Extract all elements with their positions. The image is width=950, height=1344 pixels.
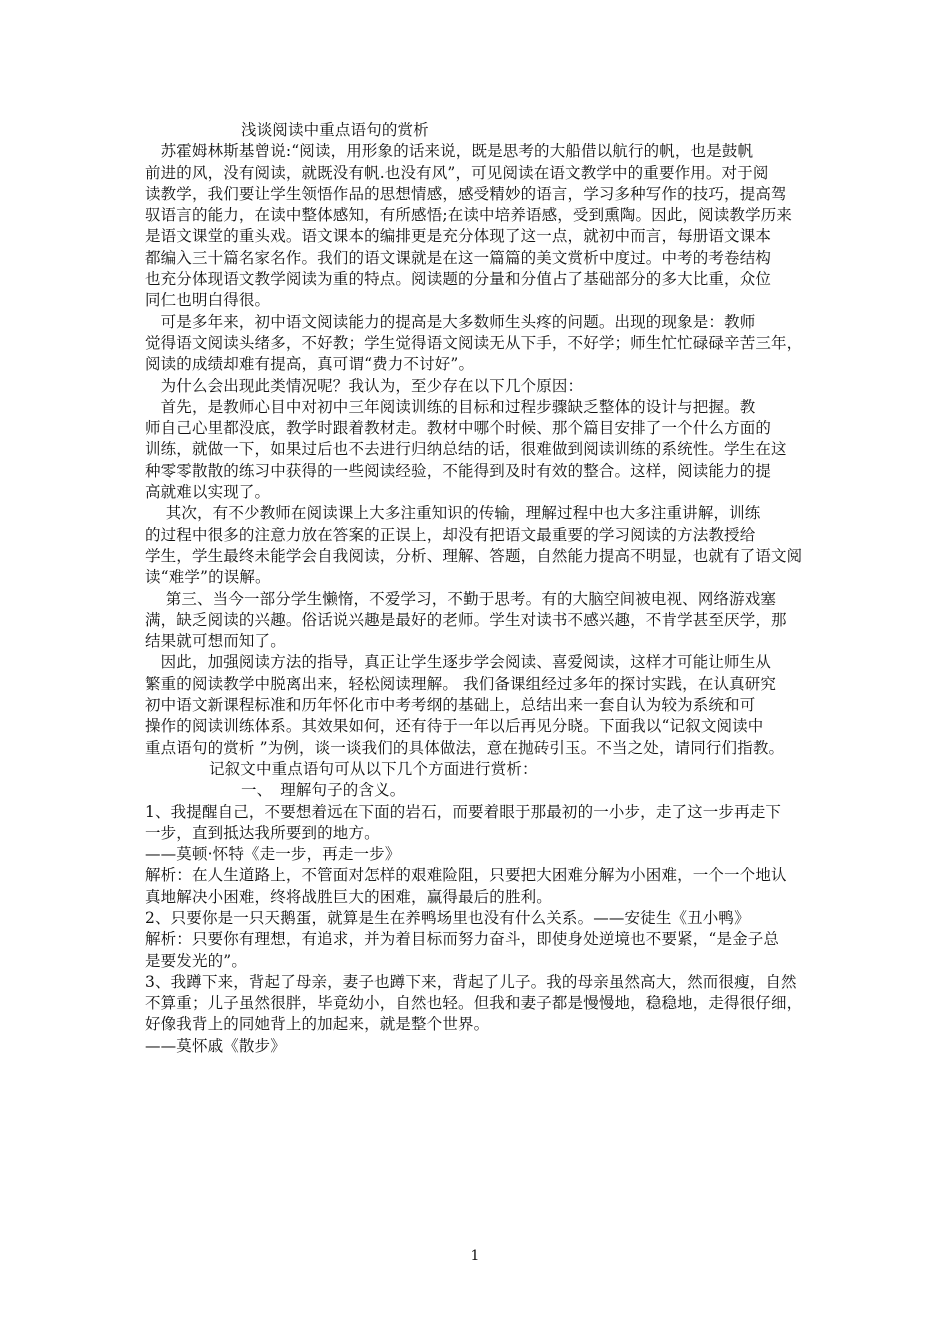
text-line: 解析：只要你有理想，有追求，并为着目标而努力奋斗，即使身处逆境也不要紧，“是金子总 bbox=[145, 930, 780, 949]
text-line: 重点语句的赏析 ”为例，谈一谈我们的具体做法，意在抛砖引玉。不当之处，请同行们指教。 bbox=[145, 738, 785, 757]
text-line: 训练，就做一下，如果过后也不去进行归纳总结的话，很难做到阅读训练的系统性。学生在这 bbox=[145, 440, 787, 459]
text-line: 第三、当今一部分学生懒惰，不爱学习，不勤于思考。有的大脑空间被电视、网络游戏塞 bbox=[145, 589, 777, 608]
text-line: 同仁也明白得很。 bbox=[145, 291, 271, 310]
text-line: 前进的风，没有阅读，就既没有帆.也没有风”，可见阅读在语文教学中的重要作用。对于阅 bbox=[145, 163, 769, 182]
text-line: 不算重；儿子虽然很胖，毕竟幼小，自然也轻。但我和妻子都是慢慢地，稳稳地，走得很仔细， bbox=[145, 994, 803, 1013]
text-line: 因此，加强阅读方法的指导，真正让学生逐步学会阅读、喜爱阅读，这样才可能让师生从 bbox=[145, 653, 772, 672]
text-line: 是要发光的”。 bbox=[145, 951, 247, 970]
document-body bbox=[145, 120, 810, 1057]
text-line: ——莫顿·怀特《走一步，再走一步》 bbox=[145, 845, 401, 864]
text-line: 读“难学”的误解。 bbox=[145, 568, 271, 587]
text-line: 1、我提醒自己，不要想着远在下面的岩石，而要着眼于那最初的一小步，走了这一步再走下 bbox=[145, 802, 782, 821]
text-line: 觉得语文阅读头绪多，不好教；学生觉得语文阅读无从下手，不好学；师生忙忙碌碌辛苦三年， bbox=[145, 333, 803, 352]
text-line: 为什么会出现此类情况呢？我认为，至少存在以下几个原因： bbox=[145, 376, 584, 395]
text-line: 高就难以实现了。 bbox=[145, 483, 271, 502]
text-line: 一步，直到抵达我所要到的地方。 bbox=[145, 823, 380, 842]
text-line: 2、只要你是一只天鹅蛋，就算是生在养鸭场里也没有什么关系。——安徒生《丑小鸭》 bbox=[145, 908, 750, 927]
example-paragraphs bbox=[145, 802, 810, 1058]
text-line: 都编入三十篇名家名作。我们的语文课就是在这一篇篇的美文赏析中度过。中考的考卷结构 bbox=[145, 248, 772, 267]
text-line: 苏霍姆林斯基曾说:“阅读，用形象的话来说，既是思考的大船借以航行的帆，也是鼓帆 bbox=[145, 142, 754, 161]
text-line: 阅读的成绩却难有提高，真可谓“费力不讨好”。 bbox=[145, 355, 475, 374]
text-line: 初中语文新课程标准和历年怀化市中考考纲的基础上，总结出来一套自认为较为系统和可 bbox=[145, 696, 756, 715]
text-line: 是语文课堂的重头戏。语文课本的编排更是充分体现了这一点，就初中而言，每册语文课本 bbox=[145, 227, 772, 246]
text-line: 师自己心里都没底，教学时跟着教材走。教材中哪个时候、那个篇目安排了一个什么方面的 bbox=[145, 419, 772, 438]
text-line: 的过程中很多的注意力放在答案的正误上，却没有把语文最重要的学习阅读的方法教授给 bbox=[145, 525, 756, 544]
section-intro: 记叙文中重点语句可从以下几个方面进行赏析： bbox=[209, 759, 538, 778]
page-number: 1 bbox=[470, 1248, 480, 1264]
text-line: 读教学，我们要让学生领悟作品的思想情感，感受精妙的语言，学习多种写作的技巧，提高驾 bbox=[145, 184, 787, 203]
text-line: 解析：在人生道路上，不管面对怎样的艰难险阻，只要把大困难分解为小困难，一个一个地认 bbox=[145, 866, 787, 885]
text-line: 满，缺乏阅读的兴趣。俗话说兴趣是最好的老师。学生对读书不感兴趣，不肯学甚至厌学，那 bbox=[145, 610, 787, 629]
text-line: 操作的阅读训练体系。其效果如何，还有待于一年以后再见分晓。下面我以“记叙文阅读中 bbox=[145, 717, 764, 736]
section-heading: 一、 理解句子的含义。 bbox=[241, 781, 406, 800]
text-line: 其次，有不少教师在阅读课上大多注重知识的传输，理解过程中也大多注重讲解，训练 bbox=[145, 504, 761, 523]
text-line: 3、我蹲下来，背起了母亲，妻子也蹲下来，背起了儿子。我的母亲虽然高大，然而很瘦，自然 bbox=[145, 972, 797, 991]
text-line: ——莫怀戚《散步》 bbox=[145, 1036, 286, 1055]
text-line: 种零零散散的练习中获得的一些阅读经验，不能得到及时有效的整合。这样，阅读能力的提 bbox=[145, 461, 772, 480]
text-line: 结果就可想而知了。 bbox=[145, 632, 286, 651]
text-line: 首先，是教师心目中对初中三年阅读训练的目标和过程步骤缺乏整体的设计与把握。教 bbox=[145, 397, 756, 416]
document-title: 浅谈阅读中重点语句的赏析 bbox=[241, 121, 429, 139]
text-line: 繁重的阅读教学中脱离出来，轻松阅读理解。 我们备课组经过多年的探讨实践，在认真研究 bbox=[145, 674, 777, 693]
text-line: 可是多年来，初中语文阅读能力的提高是大多数师生头疼的问题。出现的现象是：教师 bbox=[145, 312, 756, 331]
text-line: 真地解决小困难，终将战胜巨大的困难，赢得最后的胜利。 bbox=[145, 887, 552, 906]
text-line: 也充分体现语文教学阅读为重的特点。阅读题的分量和分值占了基础部分的多大比重，众位 bbox=[145, 270, 772, 289]
intro-paragraphs bbox=[145, 141, 810, 759]
text-line: 学生，学生最终未能学会自我阅读，分析、理解、答题，自然能力提高不明显，也就有了语文阅 bbox=[145, 546, 803, 565]
text-line: 好像我背上的同她背上的加起来，就是整个世界。 bbox=[145, 1015, 490, 1034]
text-line: 驭语言的能力，在读中整体感知，有所感悟;在读中培养语感，受到熏陶。因此，阅读教学历来 bbox=[145, 206, 793, 225]
